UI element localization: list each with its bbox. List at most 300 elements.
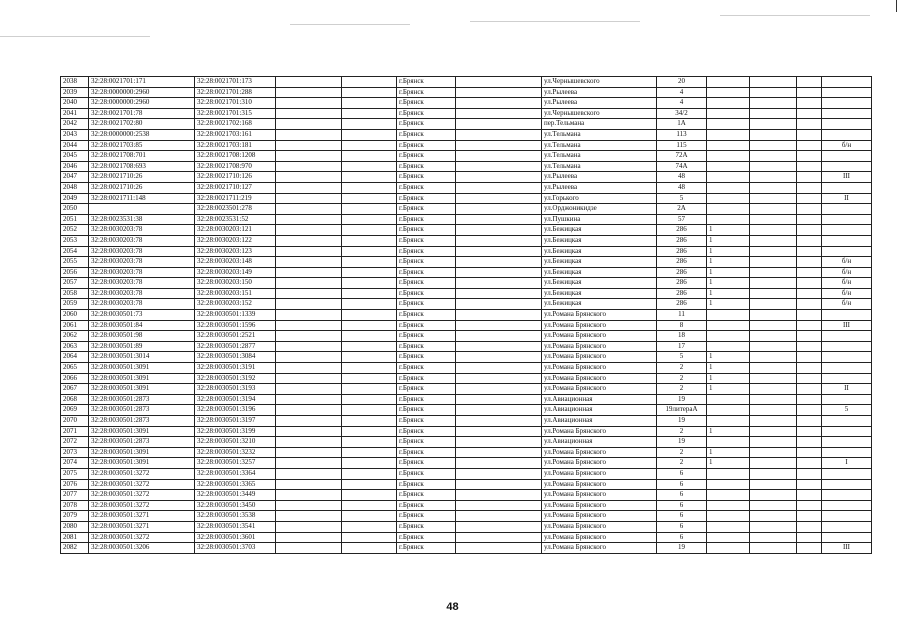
empty-cell [750, 193, 797, 204]
house-number-cell: 6 [657, 500, 707, 511]
empty-cell [797, 310, 822, 321]
empty-cell [456, 235, 542, 246]
empty-cell [750, 521, 797, 532]
empty-cell [456, 193, 542, 204]
empty-cell [342, 310, 397, 321]
empty-cell [342, 267, 397, 278]
city-cell: г.Брянск [397, 352, 456, 363]
street-cell: ул.Бежицкая [542, 299, 657, 310]
building-cell [707, 310, 750, 321]
empty-cell [342, 193, 397, 204]
empty-cell [797, 437, 822, 448]
table-row [61, 479, 872, 490]
old-cadastral-number-cell: 32:28:0030501:3272 [89, 500, 195, 511]
empty-cell [456, 119, 542, 130]
old-cadastral-number-cell: 32:28:0030203:78 [89, 257, 195, 268]
street-cell: ул.Романа Брянского [542, 341, 657, 352]
street-cell: ул.Тельмана [542, 151, 657, 162]
row-number-cell: 2047 [61, 172, 89, 183]
table-row [61, 352, 872, 363]
street-cell: ул.Чернышевского [542, 108, 657, 119]
empty-cell [342, 416, 397, 427]
new-cadastral-number-cell: 32:28:0021701:173 [195, 77, 276, 88]
row-number-cell: 2054 [61, 246, 89, 257]
empty-cell [342, 341, 397, 352]
empty-cell [456, 214, 542, 225]
old-cadastral-number-cell: 32:28:0030203:78 [89, 278, 195, 289]
empty-cell [276, 341, 342, 352]
row-number-cell: 2072 [61, 437, 89, 448]
city-cell: г.Брянск [397, 447, 456, 458]
row-number-cell: 2039 [61, 87, 89, 98]
row-number-cell: 2058 [61, 288, 89, 299]
building-cell [707, 161, 750, 172]
premises-cell [822, 98, 872, 109]
building-cell: 1 [707, 458, 750, 469]
new-cadastral-number-cell: 32:28:0030501:3084 [195, 352, 276, 363]
empty-cell [342, 182, 397, 193]
table-row [61, 426, 872, 437]
old-cadastral-number-cell: 32:28:0030501:3206 [89, 543, 195, 554]
old-cadastral-number-cell: 32:28:0021701:78 [89, 108, 195, 119]
table-row [61, 77, 872, 88]
empty-cell [456, 331, 542, 342]
old-cadastral-number-cell: 32:28:0030203:78 [89, 288, 195, 299]
house-number-cell: 2 [657, 373, 707, 384]
empty-cell [750, 140, 797, 151]
empty-cell [797, 140, 822, 151]
empty-cell [750, 108, 797, 119]
old-cadastral-number-cell: 32:28:0030501:3272 [89, 468, 195, 479]
city-cell: г.Брянск [397, 172, 456, 183]
new-cadastral-number-cell: 32:28:0021701:288 [195, 87, 276, 98]
street-cell: ул.Романа Брянского [542, 363, 657, 374]
empty-cell [750, 373, 797, 384]
house-number-cell: 48 [657, 182, 707, 193]
house-number-cell: 5 [657, 193, 707, 204]
new-cadastral-number-cell: 32:28:0030501:2521 [195, 331, 276, 342]
empty-cell [456, 341, 542, 352]
new-cadastral-number-cell: 32:28:0021711:219 [195, 193, 276, 204]
table-row [61, 246, 872, 257]
empty-cell [456, 87, 542, 98]
street-cell: ул.Пушкина [542, 214, 657, 225]
empty-cell [456, 363, 542, 374]
empty-cell [750, 437, 797, 448]
street-cell: ул.Романа Брянского [542, 521, 657, 532]
premises-cell [822, 225, 872, 236]
table-row [61, 511, 872, 522]
empty-cell [276, 182, 342, 193]
table-row [61, 447, 872, 458]
house-number-cell: 115 [657, 140, 707, 151]
table-row [61, 214, 872, 225]
row-number-cell: 2045 [61, 151, 89, 162]
house-number-cell: 48 [657, 172, 707, 183]
old-cadastral-number-cell: 32:28:0030501:3091 [89, 426, 195, 437]
old-cadastral-number-cell: 32:28:0030501:3091 [89, 458, 195, 469]
premises-cell: б/н [822, 267, 872, 278]
empty-cell [276, 490, 342, 501]
empty-cell [276, 416, 342, 427]
row-number-cell: 2060 [61, 310, 89, 321]
empty-cell [750, 310, 797, 321]
row-number-cell: 2043 [61, 129, 89, 140]
old-cadastral-number-cell: 32:28:0030501:84 [89, 320, 195, 331]
building-cell [707, 437, 750, 448]
empty-cell [456, 500, 542, 511]
empty-cell [456, 426, 542, 437]
old-cadastral-number-cell [89, 204, 195, 215]
new-cadastral-number-cell: 32:28:0030203:122 [195, 235, 276, 246]
empty-cell [750, 288, 797, 299]
street-cell: ул.Тельмана [542, 161, 657, 172]
empty-cell [276, 394, 342, 405]
city-cell: г.Брянск [397, 532, 456, 543]
city-cell: г.Брянск [397, 267, 456, 278]
table-row [61, 384, 872, 395]
empty-cell [342, 246, 397, 257]
building-cell: 1 [707, 352, 750, 363]
empty-cell [750, 129, 797, 140]
empty-cell [797, 416, 822, 427]
empty-cell [342, 468, 397, 479]
empty-cell [750, 182, 797, 193]
premises-cell [822, 310, 872, 321]
new-cadastral-number-cell: 32:28:0030501:3450 [195, 500, 276, 511]
old-cadastral-number-cell: 32:28:0030501:3091 [89, 447, 195, 458]
building-cell [707, 193, 750, 204]
premises-cell: б/н [822, 257, 872, 268]
house-number-cell: 19 [657, 394, 707, 405]
city-cell: г.Брянск [397, 98, 456, 109]
empty-cell [797, 278, 822, 289]
premises-cell [822, 426, 872, 437]
empty-cell [276, 363, 342, 374]
row-number-cell: 2070 [61, 416, 89, 427]
empty-cell [276, 278, 342, 289]
new-cadastral-number-cell: 32:28:0021702:168 [195, 119, 276, 130]
building-cell [707, 532, 750, 543]
premises-cell: б/н [822, 140, 872, 151]
table-row [61, 299, 872, 310]
new-cadastral-number-cell: 32:28:0030501:3232 [195, 447, 276, 458]
new-cadastral-number-cell: 32:28:0030501:3364 [195, 468, 276, 479]
street-cell: ул.Романа Брянского [542, 468, 657, 479]
old-cadastral-number-cell: 32:28:0000000:2960 [89, 87, 195, 98]
house-number-cell: 286 [657, 235, 707, 246]
premises-cell: 5 [822, 405, 872, 416]
old-cadastral-number-cell: 32:28:0030203:78 [89, 235, 195, 246]
new-cadastral-number-cell: 32:28:0030203:121 [195, 225, 276, 236]
old-cadastral-number-cell: 32:28:0000000:2960 [89, 98, 195, 109]
row-number-cell: 2081 [61, 532, 89, 543]
table-row [61, 320, 872, 331]
building-cell [707, 77, 750, 88]
empty-cell [456, 373, 542, 384]
scan-noise-line [0, 36, 150, 37]
street-cell: ул.Бежицкая [542, 246, 657, 257]
table-row [61, 288, 872, 299]
empty-cell [276, 320, 342, 331]
new-cadastral-number-cell: 32:28:0030203:149 [195, 267, 276, 278]
premises-cell: б/н [822, 288, 872, 299]
empty-cell [342, 532, 397, 543]
old-cadastral-number-cell: 32:28:0023531:38 [89, 214, 195, 225]
city-cell: г.Брянск [397, 204, 456, 215]
row-number-cell: 2048 [61, 182, 89, 193]
table-row [61, 405, 872, 416]
empty-cell [456, 532, 542, 543]
row-number-cell: 2055 [61, 257, 89, 268]
table-row [61, 341, 872, 352]
empty-cell [342, 479, 397, 490]
empty-cell [276, 331, 342, 342]
building-cell [707, 543, 750, 554]
empty-cell [797, 267, 822, 278]
house-number-cell: 11 [657, 310, 707, 321]
row-number-cell: 2061 [61, 320, 89, 331]
old-cadastral-number-cell: 32:28:0030501:89 [89, 341, 195, 352]
empty-cell [342, 204, 397, 215]
house-number-cell: 286 [657, 225, 707, 236]
empty-cell [342, 447, 397, 458]
empty-cell [276, 193, 342, 204]
house-number-cell: 1А [657, 119, 707, 130]
premises-cell [822, 204, 872, 215]
empty-cell [276, 288, 342, 299]
empty-cell [276, 140, 342, 151]
house-number-cell: 19 [657, 437, 707, 448]
building-cell [707, 416, 750, 427]
old-cadastral-number-cell: 32:28:0030501:3271 [89, 521, 195, 532]
empty-cell [276, 161, 342, 172]
row-number-cell: 2056 [61, 267, 89, 278]
building-cell: 1 [707, 246, 750, 257]
city-cell: г.Брянск [397, 225, 456, 236]
city-cell: г.Брянск [397, 151, 456, 162]
premises-cell: III [822, 543, 872, 554]
new-cadastral-number-cell: 32:28:0021703:161 [195, 129, 276, 140]
house-number-cell: 286 [657, 257, 707, 268]
row-number-cell: 2050 [61, 204, 89, 215]
empty-cell [456, 267, 542, 278]
empty-cell [750, 119, 797, 130]
premises-cell: III [822, 320, 872, 331]
empty-cell [456, 521, 542, 532]
new-cadastral-number-cell: 32:28:0021703:181 [195, 140, 276, 151]
new-cadastral-number-cell: 32:28:0030501:3194 [195, 394, 276, 405]
empty-cell [276, 214, 342, 225]
empty-cell [797, 458, 822, 469]
empty-cell [456, 437, 542, 448]
row-number-cell: 2057 [61, 278, 89, 289]
new-cadastral-number-cell: 32:28:0030501:3193 [195, 384, 276, 395]
premises-cell [822, 373, 872, 384]
city-cell: г.Брянск [397, 426, 456, 437]
house-number-cell: 286 [657, 278, 707, 289]
premises-cell [822, 87, 872, 98]
empty-cell [797, 193, 822, 204]
empty-cell [797, 447, 822, 458]
new-cadastral-number-cell: 32:28:0030501:3365 [195, 479, 276, 490]
table-row [61, 98, 872, 109]
row-number-cell: 2073 [61, 447, 89, 458]
city-cell: г.Брянск [397, 394, 456, 405]
empty-cell [456, 161, 542, 172]
premises-cell [822, 490, 872, 501]
old-cadastral-number-cell: 32:28:0021710:26 [89, 172, 195, 183]
new-cadastral-number-cell: 32:28:0030501:3601 [195, 532, 276, 543]
empty-cell [276, 119, 342, 130]
empty-cell [456, 151, 542, 162]
table-row [61, 532, 872, 543]
empty-cell [797, 490, 822, 501]
new-cadastral-number-cell: 32:28:0030501:1596 [195, 320, 276, 331]
house-number-cell: 74А [657, 161, 707, 172]
premises-cell [822, 129, 872, 140]
empty-cell [276, 468, 342, 479]
premises-cell [822, 119, 872, 130]
empty-cell [342, 161, 397, 172]
building-cell: 1 [707, 363, 750, 374]
row-number-cell: 2062 [61, 331, 89, 342]
empty-cell [342, 77, 397, 88]
empty-cell [456, 77, 542, 88]
city-cell: г.Брянск [397, 543, 456, 554]
building-cell [707, 490, 750, 501]
empty-cell [276, 225, 342, 236]
empty-cell [750, 458, 797, 469]
house-number-cell: 72А [657, 151, 707, 162]
premises-cell [822, 246, 872, 257]
table-row [61, 363, 872, 374]
city-cell: г.Брянск [397, 182, 456, 193]
table-row [61, 204, 872, 215]
city-cell: г.Брянск [397, 511, 456, 522]
building-cell [707, 119, 750, 130]
empty-cell [797, 426, 822, 437]
empty-cell [797, 532, 822, 543]
house-number-cell: 2 [657, 458, 707, 469]
table-row [61, 310, 872, 321]
city-cell: г.Брянск [397, 299, 456, 310]
city-cell: г.Брянск [397, 468, 456, 479]
empty-cell [797, 341, 822, 352]
house-number-cell: 286 [657, 299, 707, 310]
row-number-cell: 2059 [61, 299, 89, 310]
empty-cell [456, 447, 542, 458]
empty-cell [342, 320, 397, 331]
empty-cell [750, 98, 797, 109]
building-cell [707, 320, 750, 331]
empty-cell [276, 267, 342, 278]
empty-cell [797, 500, 822, 511]
building-cell [707, 521, 750, 532]
empty-cell [750, 320, 797, 331]
city-cell: г.Брянск [397, 119, 456, 130]
row-number-cell: 2063 [61, 341, 89, 352]
empty-cell [750, 426, 797, 437]
street-cell: ул.Романа Брянского [542, 490, 657, 501]
old-cadastral-number-cell: 32:28:0021708:693 [89, 161, 195, 172]
empty-cell [797, 511, 822, 522]
empty-cell [342, 87, 397, 98]
city-cell: г.Брянск [397, 331, 456, 342]
row-number-cell: 2049 [61, 193, 89, 204]
empty-cell [456, 225, 542, 236]
house-number-cell: 286 [657, 246, 707, 257]
empty-cell [342, 394, 397, 405]
building-cell: 1 [707, 384, 750, 395]
street-cell: ул.Бежицкая [542, 288, 657, 299]
new-cadastral-number-cell: 32:28:0021710:127 [195, 182, 276, 193]
empty-cell [342, 288, 397, 299]
empty-cell [276, 204, 342, 215]
street-cell: ул.Рылеева [542, 87, 657, 98]
empty-cell [750, 161, 797, 172]
house-number-cell: 8 [657, 320, 707, 331]
empty-cell [342, 500, 397, 511]
house-number-cell: 19литераА [657, 405, 707, 416]
table-row [61, 161, 872, 172]
empty-cell [456, 108, 542, 119]
building-cell [707, 394, 750, 405]
empty-cell [797, 479, 822, 490]
old-cadastral-number-cell: 32:28:0030203:78 [89, 299, 195, 310]
empty-cell [456, 543, 542, 554]
new-cadastral-number-cell: 32:28:0030203:152 [195, 299, 276, 310]
city-cell: г.Брянск [397, 521, 456, 532]
premises-cell: б/н [822, 299, 872, 310]
empty-cell [750, 363, 797, 374]
street-cell: ул.Романа Брянского [542, 426, 657, 437]
street-cell: ул.Тельмана [542, 129, 657, 140]
city-cell: г.Брянск [397, 416, 456, 427]
table-row [61, 108, 872, 119]
table-row [61, 458, 872, 469]
empty-cell [797, 87, 822, 98]
city-cell: г.Брянск [397, 108, 456, 119]
premises-cell [822, 416, 872, 427]
building-cell: 1 [707, 288, 750, 299]
empty-cell [276, 235, 342, 246]
empty-cell [456, 490, 542, 501]
empty-cell [276, 532, 342, 543]
street-cell: ул.Авиационная [542, 416, 657, 427]
table-row [61, 119, 872, 130]
empty-cell [797, 521, 822, 532]
empty-cell [276, 447, 342, 458]
new-cadastral-number-cell: 32:28:0030501:3192 [195, 373, 276, 384]
empty-cell [797, 235, 822, 246]
house-number-cell: 2 [657, 426, 707, 437]
building-cell [707, 468, 750, 479]
street-cell: ул.Рылеева [542, 98, 657, 109]
empty-cell [797, 246, 822, 257]
table-row [61, 267, 872, 278]
table-row [61, 521, 872, 532]
premises-cell [822, 331, 872, 342]
empty-cell [456, 405, 542, 416]
premises-cell [822, 151, 872, 162]
street-cell: ул.Бежицкая [542, 278, 657, 289]
city-cell: г.Брянск [397, 384, 456, 395]
street-cell: ул.Романа Брянского [542, 543, 657, 554]
empty-cell [276, 352, 342, 363]
new-cadastral-number-cell: 32:28:0023531:52 [195, 214, 276, 225]
row-number-cell: 2082 [61, 543, 89, 554]
